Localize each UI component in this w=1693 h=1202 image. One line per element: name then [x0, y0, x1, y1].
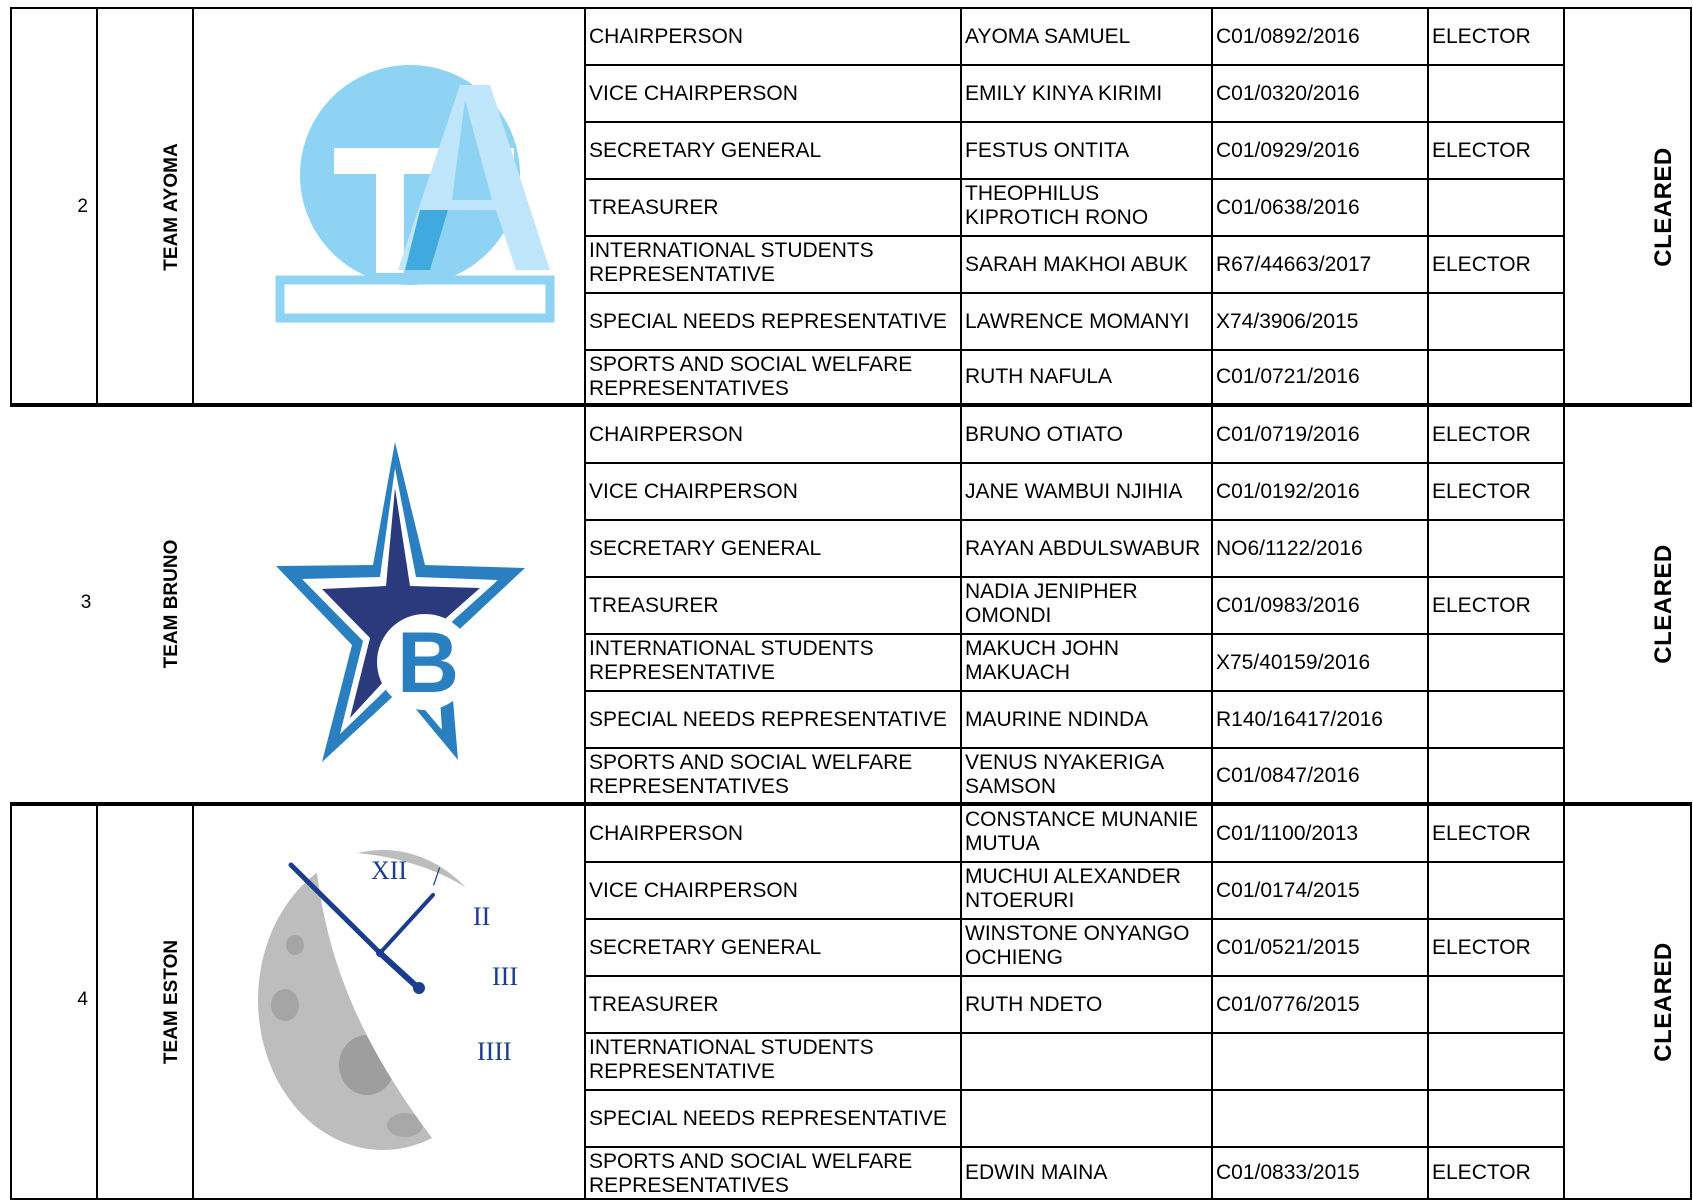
- star-b-logo: [270, 440, 530, 770]
- candidate-name-cell: WINSTONE ONYANGO OCHIENG: [965, 922, 1190, 969]
- team-number: 4: [77, 989, 88, 1010]
- reg-number-cell: X74/3906/2015: [1216, 309, 1359, 333]
- position-cell: CHAIRPERSON: [589, 422, 744, 446]
- position-cell: SPECIAL NEEDS REPRESENTATIVE: [589, 707, 947, 731]
- candidate-name-cell: EMILY KINYA KIRIMI: [965, 81, 1163, 105]
- reg-number-cell: C01/0833/2015: [1216, 1161, 1360, 1184]
- reg-number-cell: C01/0776/2015: [1216, 992, 1360, 1016]
- ta-letters-circle-logo: [270, 60, 570, 330]
- candidate-name-cell: EDWIN MAINA: [965, 1161, 1108, 1184]
- position-cell: VICE CHAIRPERSON: [589, 81, 798, 105]
- svg-text:B: B: [396, 615, 460, 711]
- position-cell: VICE CHAIRPERSON: [589, 878, 798, 902]
- candidate-name-cell: VENUS NYAKERIGA SAMSON: [965, 751, 1164, 798]
- elector-cell: [1429, 635, 1561, 690]
- position-cell: SPORTS AND SOCIAL WELFARE REPRESENTATIVES: [589, 1150, 913, 1197]
- position-cell: INTERNATIONAL STUDENTS REPRESENTATIVE: [589, 239, 874, 286]
- svg-text:IIII: IIII: [477, 1037, 512, 1066]
- elector-cell: ELECTOR: [1432, 479, 1531, 503]
- reg-number-cell: C01/0721/2016: [1216, 365, 1360, 388]
- reg-number-cell: NO6/1122/2016: [1216, 536, 1363, 560]
- candidate-name-cell: LAWRENCE MOMANYI: [965, 309, 1190, 333]
- candidate-name-cell: CONSTANCE MUNANIE MUTUA: [965, 808, 1198, 855]
- position-cell: SPECIAL NEEDS REPRESENTATIVE: [589, 309, 947, 333]
- status-badge: CLEARED: [1650, 544, 1677, 664]
- reg-number-cell: C01/0929/2016: [1216, 138, 1360, 162]
- candidate-name-cell: NADIA JENIPHER OMONDI: [965, 580, 1138, 627]
- elector-cell: ELECTOR: [1432, 422, 1531, 446]
- team-name: TEAM BRUNO: [161, 539, 182, 669]
- elector-cell: ELECTOR: [1432, 138, 1531, 162]
- reg-number-cell: C01/0983/2016: [1216, 593, 1360, 617]
- candidate-name-cell: MUCHUI ALEXANDER NTOERURI: [965, 865, 1181, 912]
- elector-cell: [1429, 521, 1561, 576]
- reg-number-cell: C01/0638/2016: [1216, 195, 1360, 219]
- reg-number-cell: C01/0521/2015: [1216, 935, 1360, 959]
- elector-cell: [1429, 692, 1561, 747]
- candidate-name-cell: FESTUS ONTITA: [965, 138, 1130, 162]
- candidate-name-cell: RAYAN ABDULSWABUR: [965, 536, 1201, 560]
- position-cell: VICE CHAIRPERSON: [589, 479, 798, 503]
- reg-number-cell: C01/0847/2016: [1216, 763, 1360, 787]
- candidate-name-cell: MAURINE NDINDA: [965, 707, 1149, 731]
- svg-text:III: III: [492, 962, 518, 991]
- elector-cell: ELECTOR: [1432, 24, 1531, 48]
- elector-cell: ELECTOR: [1432, 935, 1531, 959]
- candidate-name-cell: BRUNO OTIATO: [965, 422, 1123, 446]
- moon-clock-logo: [255, 835, 545, 1165]
- position-cell: SECRETARY GENERAL: [589, 935, 822, 959]
- position-cell: SECRETARY GENERAL: [589, 536, 822, 560]
- reg-number-cell: C01/0320/2016: [1216, 81, 1360, 105]
- reg-number-cell: R67/44663/2017: [1216, 252, 1372, 276]
- candidate-name-cell: [962, 1034, 1210, 1089]
- position-cell: SECRETARY GENERAL: [589, 138, 822, 162]
- candidate-name-cell: RUTH NAFULA: [965, 365, 1113, 388]
- elector-cell: [1429, 863, 1561, 918]
- svg-text:II: II: [473, 902, 491, 931]
- reg-number-cell: C01/0719/2016: [1216, 422, 1360, 446]
- status-badge: CLEARED: [1650, 942, 1677, 1062]
- reg-number-cell: C01/0892/2016: [1216, 24, 1360, 48]
- elector-cell: [1429, 180, 1561, 235]
- position-cell: INTERNATIONAL STUDENTS REPRESENTATIVE: [589, 1036, 874, 1083]
- elector-cell: [1429, 749, 1561, 802]
- elector-cell: [1429, 1091, 1561, 1146]
- position-cell: SPECIAL NEEDS REPRESENTATIVE: [589, 1106, 947, 1130]
- position-cell: INTERNATIONAL STUDENTS REPRESENTATIVE: [589, 637, 874, 684]
- team-name: TEAM ESTON: [161, 939, 182, 1065]
- candidate-name-cell: AYOMA SAMUEL: [965, 24, 1131, 48]
- elector-cell: [1429, 977, 1561, 1032]
- candidate-name-cell: SARAH MAKHOI ABUK: [965, 252, 1188, 276]
- reg-number-cell: C01/0174/2015: [1216, 878, 1360, 902]
- status-badge: CLEARED: [1650, 147, 1677, 267]
- reg-number-cell: C01/0192/2016: [1216, 479, 1360, 503]
- position-cell: SPORTS AND SOCIAL WELFARE REPRESENTATIVES: [589, 353, 913, 400]
- candidate-name-cell: [962, 1091, 1210, 1146]
- elector-cell: [1429, 294, 1561, 349]
- reg-number-cell: R140/16417/2016: [1216, 707, 1383, 731]
- elector-cell: ELECTOR: [1432, 593, 1531, 617]
- reg-number-cell: [1213, 1034, 1425, 1089]
- candidate-name-cell: MAKUCH JOHN MAKUACH: [965, 637, 1120, 684]
- team-name: TEAM AYOMA: [161, 143, 182, 271]
- elector-cell: ELECTOR: [1432, 821, 1531, 845]
- candidate-name-cell: JANE WAMBUI NJIHIA: [965, 479, 1183, 503]
- position-cell: SPORTS AND SOCIAL WELFARE REPRESENTATIVES: [589, 751, 913, 798]
- position-cell: TREASURER: [589, 593, 719, 617]
- position-cell: TREASURER: [589, 992, 719, 1016]
- position-cell: CHAIRPERSON: [589, 821, 744, 845]
- reg-number-cell: C01/1100/2013: [1216, 821, 1359, 845]
- position-cell: TREASURER: [589, 195, 719, 219]
- candidate-name-cell: THEOPHILUS KIPROTICH RONO: [965, 182, 1149, 229]
- svg-text:XII: XII: [371, 856, 408, 885]
- elector-cell: [1429, 351, 1561, 403]
- elector-cell: [1429, 66, 1561, 121]
- team-number: 3: [80, 592, 92, 613]
- elector-cell: ELECTOR: [1432, 1161, 1531, 1184]
- team-number: 2: [77, 196, 88, 217]
- elector-cell: [1429, 1034, 1561, 1089]
- elector-cell: ELECTOR: [1432, 252, 1531, 276]
- reg-number-cell: [1213, 1091, 1425, 1146]
- reg-number-cell: X75/40159/2016: [1216, 650, 1371, 674]
- candidate-name-cell: RUTH NDETO: [965, 992, 1103, 1016]
- svg-text:/: /: [433, 862, 441, 891]
- position-cell: CHAIRPERSON: [589, 24, 744, 48]
